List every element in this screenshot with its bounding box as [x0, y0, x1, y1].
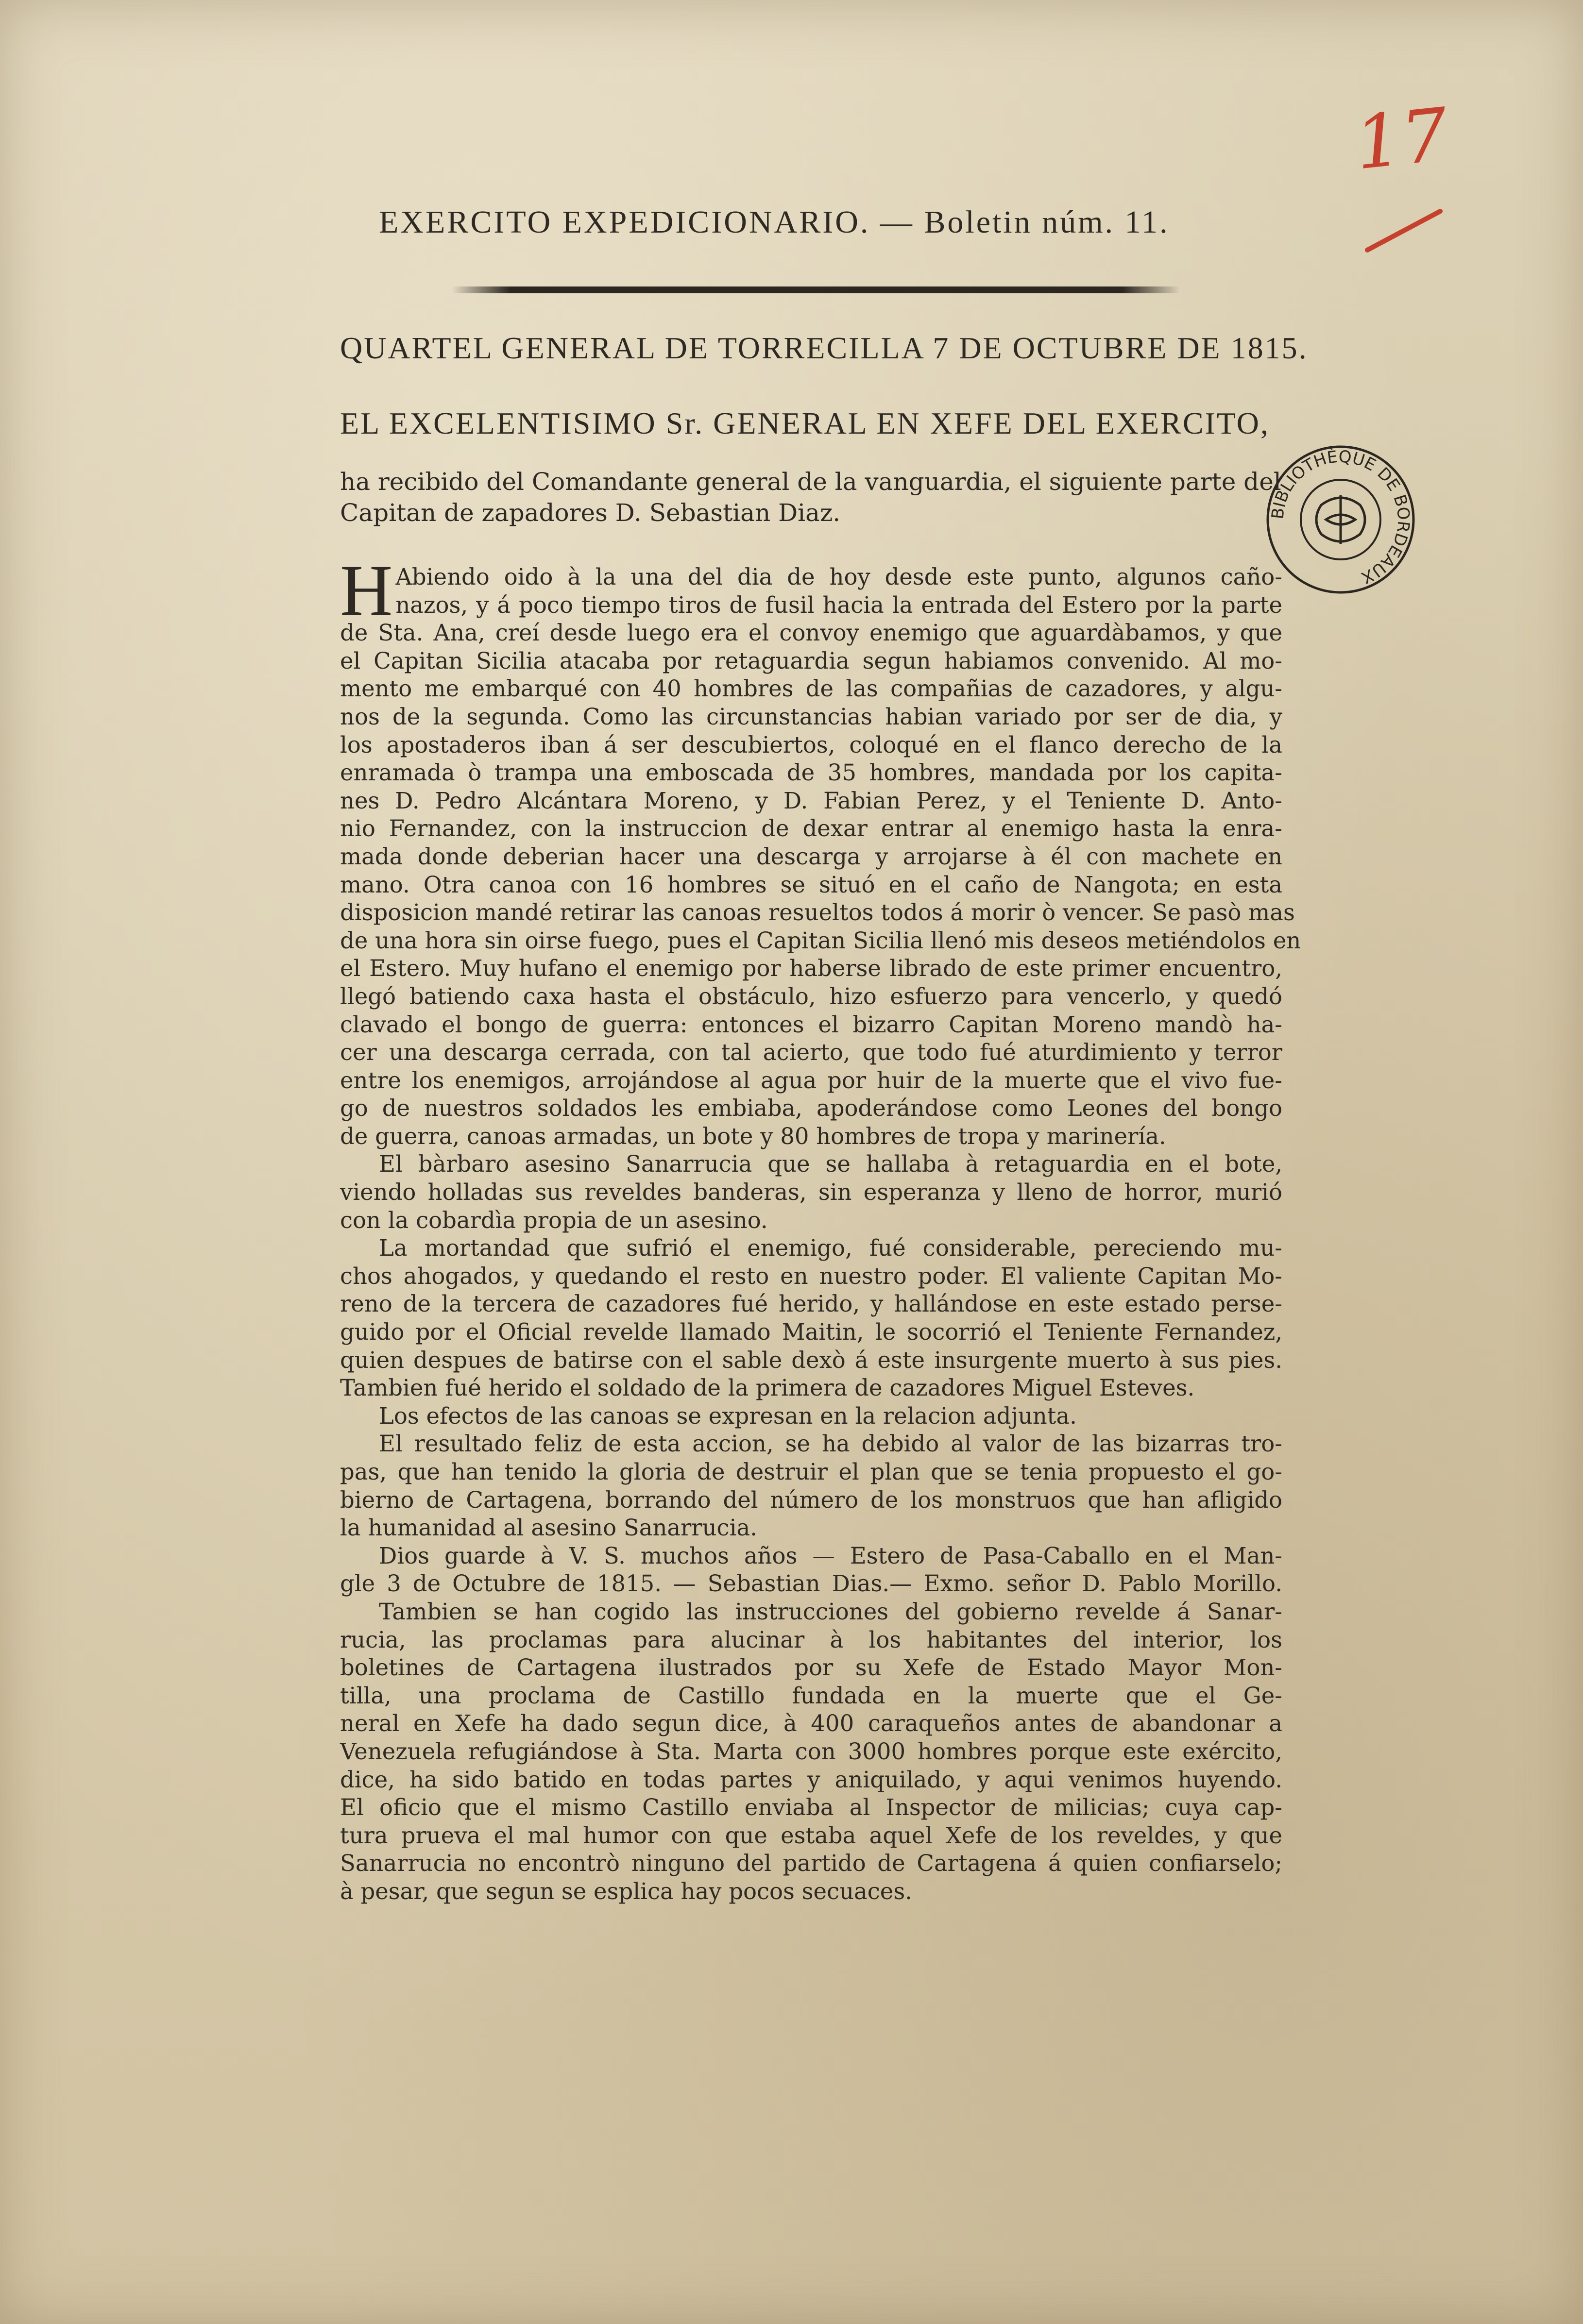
body-line: chos ahogados, y quedando el resto en nuestro poder. El valiente Capitan Mo- [340, 1263, 1282, 1289]
body-line: rucia, las proclamas para alucinar à los habitantes del interior, los [340, 1626, 1282, 1653]
body-line: Sanarrucia no encontrò ninguno del partido de Cartagena á quien confiarselo; [340, 1850, 1282, 1877]
folio-stroke [1364, 208, 1444, 253]
body-line: mento me embarqué con 40 hombres de las compañias de cazadores, y algu- [340, 675, 1282, 702]
body-line: El resultado feliz de esta accion, se ha debido al valor de las bizarras tro- [379, 1431, 1282, 1457]
headquarters-heading: QUARTEL GENERAL DE TORRECILLA 7 DE OCTUBRE DE 1815. [340, 331, 1308, 365]
stamp-text: BIBLIOTHÈQUE DE BORDEAUX [1268, 447, 1413, 588]
body-line: de guerra, canoas armadas, un bote y 80 hombres de tropa y marinería. [340, 1123, 1166, 1149]
body-line: dice, ha sido batido en todas partes y aniquilado, y aqui venimos huyendo. [340, 1766, 1282, 1793]
body-line: entre los enemigos, arrojándose al agua por huir de la muerte que el vivo fue- [340, 1067, 1282, 1094]
body-line: disposicion mandé retirar las canoas resueltos todos á morir ò vencer. Se pasò mas [340, 899, 1295, 926]
body-line: La mortandad que sufrió el enemigo, fué considerable, pereciendo mu- [379, 1235, 1282, 1262]
drop-cap: H [340, 550, 393, 631]
body-line: pas, que han tenido la gloria de destruir el plan que se tenia propuesto el go- [340, 1459, 1282, 1485]
body-line: Venezuela refugiándose à Sta. Marta con 3000 hombres porque este exército, [340, 1738, 1282, 1765]
body-line: la humanidad al asesino Sanarrucia. [340, 1515, 757, 1541]
body-line: Tambien se han cogido las instrucciones del gobierno revelde á Sanar- [379, 1598, 1282, 1625]
body-line: reno de la tercera de cazadores fué herido, y hallándose en este estado perse- [340, 1291, 1282, 1317]
body-line: Tambien fué herido el soldado de la primera de cazadores Miguel Esteves. [340, 1375, 1195, 1401]
report-body [340, 550, 1301, 1906]
intro-paragraph [340, 466, 1281, 528]
body-line: el Estero. Muy hufano el enemigo por haberse librado de este primer encuentro, [340, 955, 1282, 982]
body-line: los apostaderos iban á ser descubiertos, coloqué en el flanco derecho de la [340, 731, 1282, 758]
body-line: guido por el Oficial revelde llamado Maitin, le socorrió el Teniente Fernandez, [340, 1319, 1282, 1346]
library-stamp-icon [1263, 442, 1418, 597]
body-line: nio Fernandez, con la instruccion de dexar entrar al enemigo hasta la enra- [340, 815, 1282, 842]
intro-line: ha recibido del Comandante general de la vanguardia, el siguiente parte del [340, 468, 1281, 496]
body-line: Abiendo oido à la una del dia de hoy desde este punto, algunos caño- [395, 564, 1282, 590]
body-line: clavado el bongo de guerra: entonces el bizarro Capitan Moreno mandò ha- [340, 1011, 1282, 1038]
body-line: tilla, una proclama de Castillo fundada en la muerte que el Ge- [340, 1682, 1282, 1709]
body-line: mano. Otra canoa con 16 hombres se situó en el caño de Nangota; en esta [340, 871, 1282, 898]
body-line: de Sta. Ana, creí desde luego era el convoy enemigo que aguardàbamos, y que [340, 620, 1282, 646]
body-line: à pesar, que segun se esplica hay pocos secuaces. [340, 1878, 912, 1904]
folio-number: 17 [1351, 92, 1452, 186]
body-line: el Capitan Sicilia atacaba por retaguardia segun habiamos convenido. Al mo- [340, 647, 1282, 674]
body-line: de una hora sin oirse fuego, pues el Capitan Sicilia llenó mis deseos metiéndolos en [340, 927, 1301, 954]
body-line: con la cobardìa propia de un asesino. [340, 1207, 768, 1233]
body-line: go de nuestros soldados les embiaba, apoderándose como Leones del bongo [340, 1095, 1282, 1122]
body-line: bierno de Cartagena, borrando del número de los monstruos que han afligido [340, 1486, 1282, 1513]
body-line: enramada ò trampa una emboscada de 35 hombres, mandada por los capita- [340, 759, 1282, 786]
body-line: mada donde deberian hacer una descarga y arrojarse à él con machete en [340, 843, 1282, 870]
body-line: nes D. Pedro Alcántara Moreno, y D. Fabian Perez, y el Teniente D. Anto- [340, 787, 1282, 814]
general-heading: EL EXCELENTISIMO Sr. GENERAL EN XEFE DEL EXERCITO, [340, 406, 1270, 440]
body-line: gle 3 de Octubre de 1815. — Sebastian Dias.— Exmo. señor D. Pablo Morillo. [340, 1570, 1282, 1597]
body-line: neral en Xefe ha dado segun dice, à 400 caraqueños antes de abandonar a [340, 1710, 1282, 1737]
body-line: El bàrbaro asesino Sanarrucia que se hallaba à retaguardia en el bote, [379, 1151, 1282, 1178]
body-line: El oficio que el mismo Castillo enviaba al Inspector de milicias; cuya cap- [340, 1794, 1282, 1821]
body-line: boletines de Cartagena ilustrados por su Xefe de Estado Mayor Mon- [340, 1654, 1282, 1681]
body-line: Los efectos de las canoas se expresan en la relacion adjunta. [379, 1402, 1077, 1429]
body-line: viendo holladas sus reveldes banderas, sin esperanza y lleno de horror, murió [340, 1179, 1282, 1206]
body-line: nazos, y á poco tiempo tiros de fusil hacia la entrada del Estero por la parte [395, 591, 1282, 618]
body-line: llegó batiendo caxa hasta el obstáculo, hizo esfuerzo para vencerlo, y quedó [340, 983, 1282, 1010]
body-line: nos de la segunda. Como las circunstancias habian variado por ser de dia, y [340, 703, 1282, 730]
header-rule [452, 286, 1180, 293]
body-line: quien despues de batirse con el sable dexò á este insurgente muerto à sus pies. [340, 1347, 1282, 1373]
intro-line: Capitan de zapadores D. Sebastian Diaz. [340, 499, 841, 527]
body-line: Dios guarde à V. S. muchos años — Estero de Pasa-Caballo en el Man- [379, 1542, 1282, 1569]
body-line: tura prueva el mal humor con que estaba aquel Xefe de los reveldes, y que [340, 1822, 1282, 1849]
bulletin-title: EXERCITO EXPEDICIONARIO. — Boletin núm. 11. [379, 204, 1170, 240]
body-line: cer una descarga cerrada, con tal acierto, que todo fué aturdimiento y terror [340, 1039, 1282, 1066]
